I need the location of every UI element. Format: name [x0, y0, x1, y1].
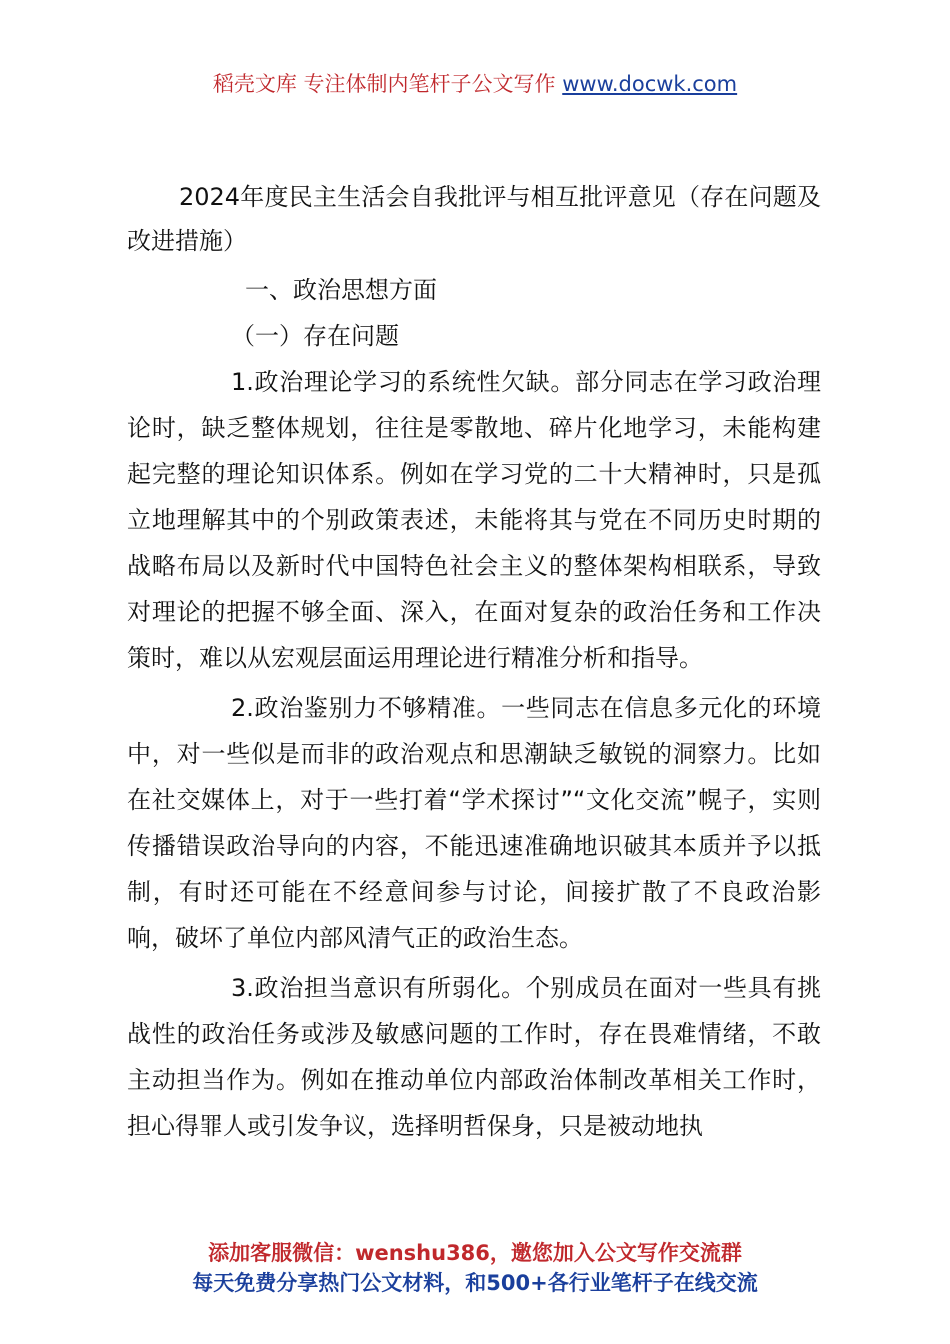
page-header: [0, 70, 950, 98]
subsection-heading: （一）存在问题: [231, 322, 399, 350]
header-link[interactable]: www.docwk.com: [562, 72, 738, 96]
footer-line-1: [0, 1238, 950, 1268]
paragraph-3: 3.政治担当意识有所弱化。个别成员在面对一些具有挑战性的政治任务或涉及敏感问题的工作时，存在畏难情绪，不敢主动担当作为。例如在推动单位内部政治体制改革相关工作时，担心得罪人或引发争议，选择明哲保身，只是被动地执: [127, 974, 821, 1140]
footer-suffix: ，邀您加入公文写作交流群: [489, 1241, 742, 1265]
footer-wechat-id: wenshu386: [355, 1241, 490, 1265]
footer-line-2: 每天免费分享热门公文材料，和500+各行业笔杆子在线交流: [192, 1271, 758, 1295]
paragraph-2: 2.政治鉴别力不够精准。一些同志在信息多元化的环境中，对一些似是而非的政治观点和思潮缺乏敏锐的洞察力。比如在社交媒体上，对于一些打着“学术探讨”“文化交流”幌子，实则传播错误政治导向的内容，不能迅速准确地识破其本质并予以抵制，有时还可能在不经意间参与讨论，间接扩散了不良政治影响，破坏了单位内部风清气正的政治生态。: [127, 694, 821, 952]
header-text: 稻壳文库 专注体制内笔杆子公文写作: [212, 72, 556, 96]
document-body: [127, 175, 821, 1149]
paragraph-1: 1.政治理论学习的系统性欠缺。部分同志在学习政治理论时，缺乏整体规划，往往是零散地、碎片化地学习，未能构建起完整的理论知识体系。例如在学习党的二十大精神时，只是孤立地理解其中的个别政策表述，未能将其与党在不同历史时期的战略布局以及新时代中国特色社会主义的整体架构相联系，导致对理论的把握不够全面、深入，在面对复杂的政治任务和工作决策时，难以从宏观层面运用理论进行精准分析和指导。: [127, 368, 821, 672]
document-title: 2024年度民主生活会自我批评与相互批评意见（存在问题及改进措施）: [127, 183, 821, 255]
footer-prefix: 添加客服微信：: [208, 1241, 356, 1265]
page-footer: [0, 1238, 950, 1298]
section-heading: 一、政治思想方面: [245, 276, 437, 304]
